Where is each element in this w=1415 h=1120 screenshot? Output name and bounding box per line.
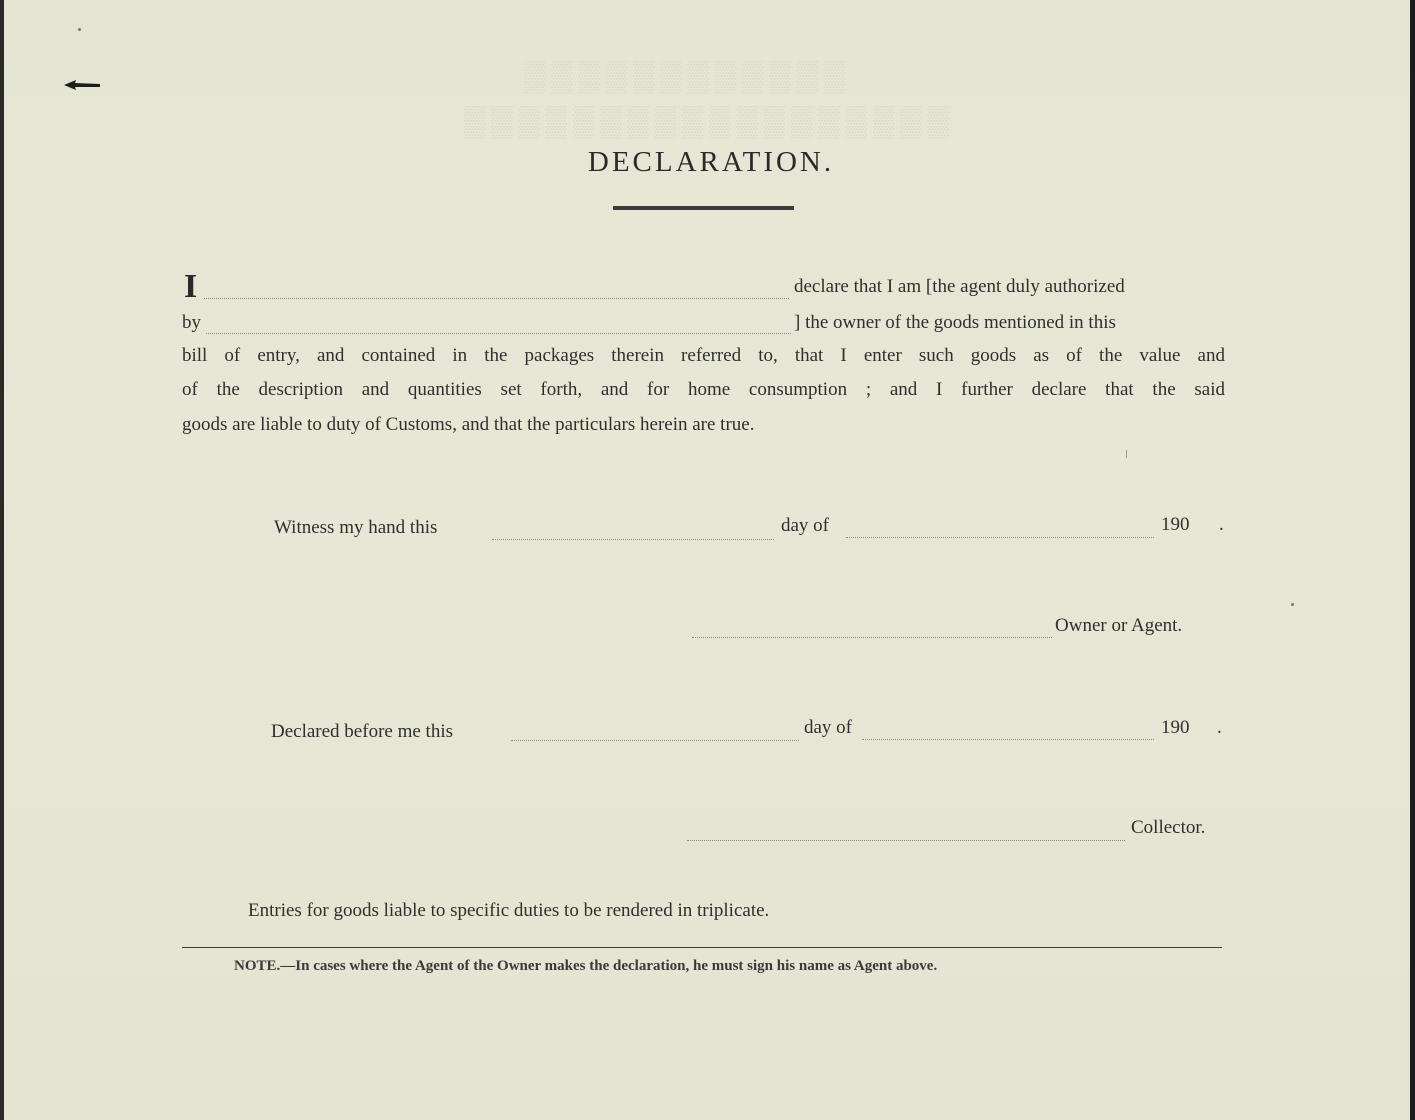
declared-month-blank [862, 739, 1154, 740]
declared-day-blank [511, 740, 799, 741]
bleed-through-mark: ▒▒▒▒▒▒▒▒▒▒▒▒ [524, 60, 852, 93]
declaration-initial: I [184, 268, 198, 305]
declaration-line2-end: ] the owner of the goods mentioned in this [794, 312, 1116, 333]
declaration-line4: of the description and quantities set forth, and for home consumption ; and I further declare that the said [182, 379, 1225, 400]
footer-note: NOTE.—In cases where the Agent of the Owner makes the declaration, he must sign his name as Agent above. [234, 958, 938, 974]
footer-rule [182, 947, 1222, 948]
witness-day-blank [492, 539, 774, 540]
bleed-through-mark: ▒▒▒▒▒▒▒▒▒▒▒▒▒▒▒▒▒▒ [464, 105, 955, 138]
triplicate-instruction: Entries for goods liable to specific duties to be rendered in triplicate. [248, 900, 770, 921]
declared-day-of: day of [804, 717, 853, 738]
name-blank [204, 298, 789, 299]
declaration-line2-start: by [182, 312, 201, 333]
declaration-line5: goods are liable to duty of Customs, and that the particulars herein are true. [182, 414, 755, 435]
title-underline [613, 206, 794, 210]
witness-day-of: day of [781, 515, 830, 536]
collector-signature-blank [687, 840, 1125, 841]
declared-year: 190 [1161, 717, 1190, 738]
declared-label: Declared before me this [271, 721, 453, 742]
collector-signature-label: Collector. [1131, 817, 1206, 838]
witness-label: Witness my hand this [274, 517, 438, 538]
paper-speck [1126, 450, 1127, 458]
paper-speck [1291, 603, 1294, 606]
witness-period: . [1219, 514, 1224, 535]
page-title: DECLARATION. [587, 146, 835, 178]
owner-signature-blank [692, 637, 1052, 638]
owner-signature-label: Owner or Agent. [1055, 615, 1183, 636]
arrow-mark-icon [62, 78, 102, 92]
declaration-line3: bill of entry, and contained in the packages therein referred to, that I enter such goods as of the value and [182, 345, 1225, 366]
declared-period: . [1217, 717, 1222, 738]
authority-blank [206, 333, 791, 334]
paper-speck [78, 28, 81, 31]
witness-year: 190 [1161, 514, 1190, 535]
witness-month-blank [846, 537, 1154, 538]
declaration-line1-end: declare that I am [the agent duly authorized [794, 276, 1125, 297]
